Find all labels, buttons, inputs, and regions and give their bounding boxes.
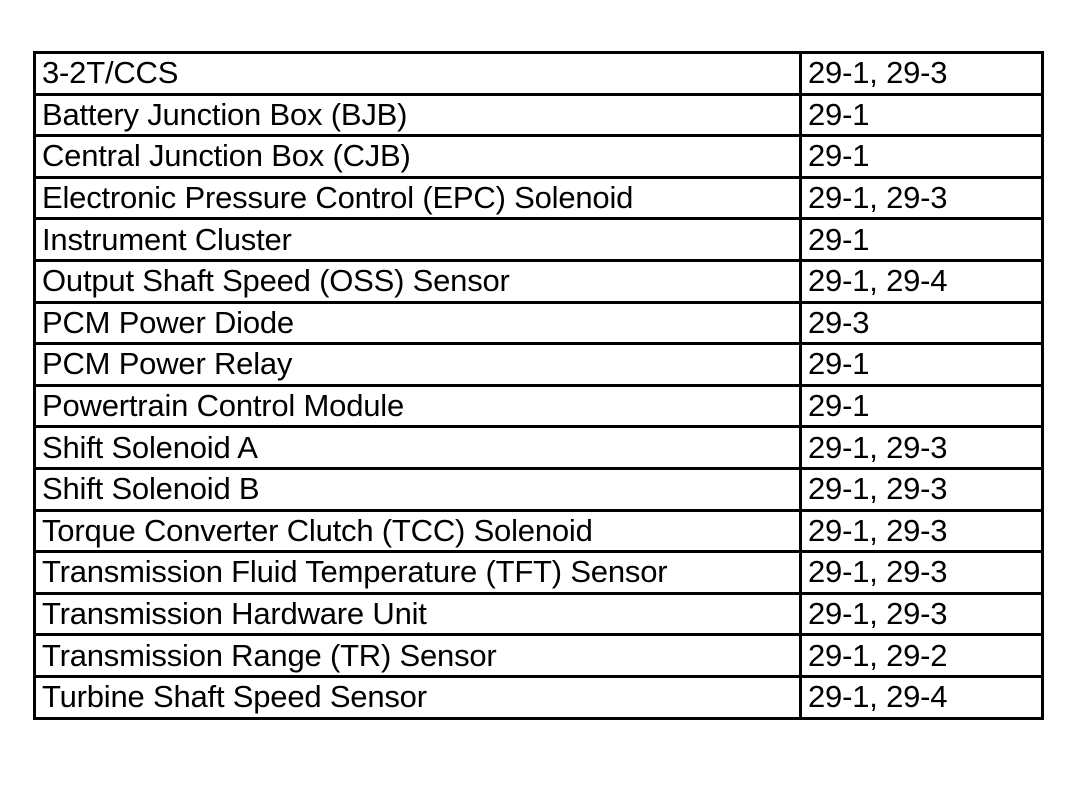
component-name: PCM Power Diode	[35, 302, 801, 344]
component-name: Shift Solenoid B	[35, 468, 801, 510]
page-references: 29-1	[801, 344, 1043, 386]
page-references: 29-1, 29-3	[801, 468, 1043, 510]
table-row	[35, 676, 1043, 718]
page-references: 29-1, 29-3	[801, 593, 1043, 635]
table-row	[35, 260, 1043, 302]
table-row	[35, 635, 1043, 677]
page-references: 29-1	[801, 219, 1043, 261]
component-name: Shift Solenoid A	[35, 427, 801, 469]
component-name: Central Junction Box (CJB)	[35, 136, 801, 178]
page-references: 29-1	[801, 94, 1043, 136]
table-row	[35, 94, 1043, 136]
component-name: 3-2T/CCS	[35, 53, 801, 95]
page-references: 29-1, 29-3	[801, 552, 1043, 594]
page-references: 29-1	[801, 136, 1043, 178]
page-references: 29-1	[801, 385, 1043, 427]
table-row	[35, 53, 1043, 95]
component-name: Transmission Range (TR) Sensor	[35, 635, 801, 677]
table-row	[35, 510, 1043, 552]
component-name: Torque Converter Clutch (TCC) Solenoid	[35, 510, 801, 552]
table-row	[35, 177, 1043, 219]
page-references: 29-1, 29-4	[801, 260, 1043, 302]
component-name: Powertrain Control Module	[35, 385, 801, 427]
page-references: 29-1, 29-3	[801, 177, 1043, 219]
table-row	[35, 385, 1043, 427]
page-references: 29-1, 29-2	[801, 635, 1043, 677]
table-row	[35, 468, 1043, 510]
table-row	[35, 136, 1043, 178]
table-row	[35, 593, 1043, 635]
page-references: 29-1, 29-4	[801, 676, 1043, 718]
component-name: Output Shaft Speed (OSS) Sensor	[35, 260, 801, 302]
page-references: 29-1, 29-3	[801, 427, 1043, 469]
page-references: 29-3	[801, 302, 1043, 344]
component-name: Transmission Hardware Unit	[35, 593, 801, 635]
page-references: 29-1, 29-3	[801, 53, 1043, 95]
component-index-table	[33, 51, 1044, 720]
component-name: Battery Junction Box (BJB)	[35, 94, 801, 136]
component-name: Transmission Fluid Temperature (TFT) Sensor	[35, 552, 801, 594]
page-references: 29-1, 29-3	[801, 510, 1043, 552]
component-name: Electronic Pressure Control (EPC) Solenoid	[35, 177, 801, 219]
table-row	[35, 344, 1043, 386]
table-row	[35, 219, 1043, 261]
table-row	[35, 302, 1043, 344]
component-name: Turbine Shaft Speed Sensor	[35, 676, 801, 718]
table-row	[35, 552, 1043, 594]
component-name: PCM Power Relay	[35, 344, 801, 386]
component-name: Instrument Cluster	[35, 219, 801, 261]
table-row	[35, 427, 1043, 469]
